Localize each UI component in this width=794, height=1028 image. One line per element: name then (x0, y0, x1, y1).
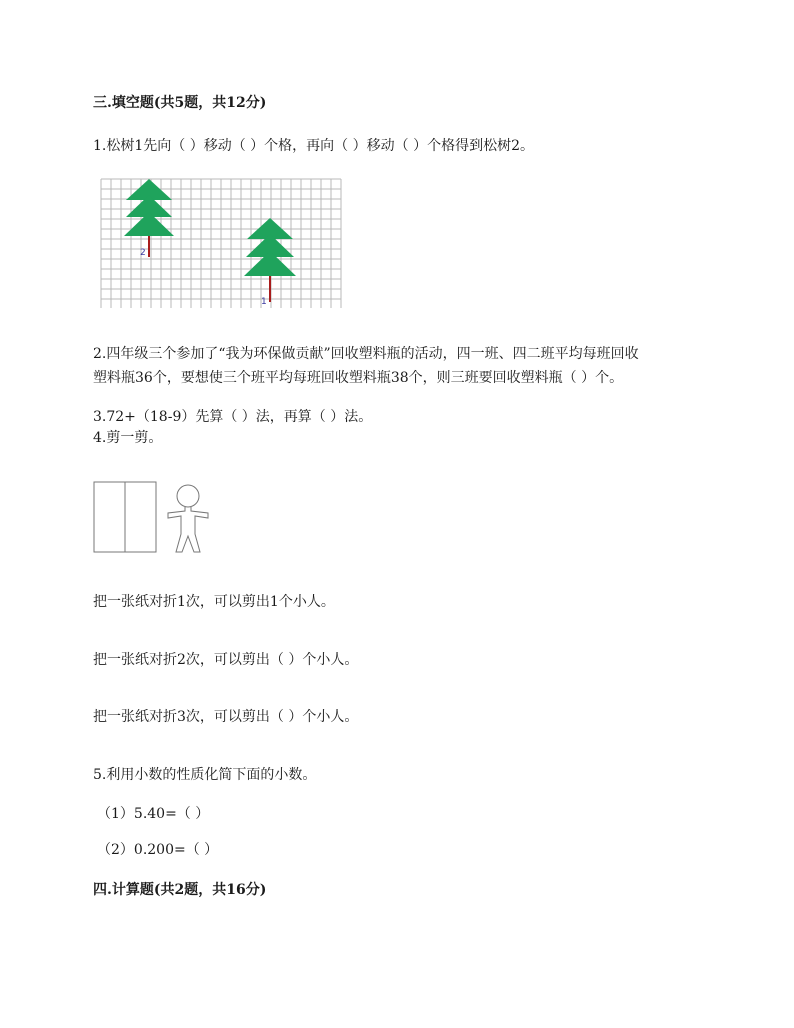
folded-paper (94, 482, 156, 552)
section3-heading: 三.填空题(共5题，共12分) (93, 95, 267, 111)
tree1-label: 1 (261, 297, 267, 307)
q4-line3: 把一张纸对折3次，可以剪出（ ）个小人。 (93, 709, 359, 725)
pine-tree-1 (244, 218, 296, 307)
tree2-trunk (148, 233, 150, 257)
q5-title: 5.利用小数的性质化简下面的小数。 (93, 767, 317, 783)
pine-tree-grid-figure (100, 178, 344, 308)
section4-heading: 四.计算题(共2题，共16分) (93, 882, 267, 898)
q5-item2: （2）0.200=（ ） (97, 842, 219, 858)
q2-line2: 塑料瓶36个，要想使三个班平均每班回收塑料瓶38个，则三班要回收塑料瓶（ ）个。 (93, 370, 624, 386)
q3-text: 3.72+（18-9）先算（ ）法，再算（ ）法。 (93, 409, 373, 425)
q4-line2: 把一张纸对折2次，可以剪出（ ）个小人。 (93, 652, 359, 668)
q2-line1: 2.四年级三个参加了“我为环保做贡献”回收塑料瓶的活动，四一班、四二班平均每班回收 (93, 346, 639, 362)
paper-cutting-figure (92, 480, 222, 556)
q1-text: 1.松树1先向（ ）移动（ ）个格，再向（ ）移动（ ）个格得到松树2。 (93, 138, 534, 154)
q5-item1: （1）5.40=（ ） (97, 806, 210, 822)
q4-title: 4.剪一剪。 (93, 430, 163, 446)
paper-person (168, 485, 208, 552)
tree1-trunk (269, 273, 271, 302)
q4-line1: 把一张纸对折1次，可以剪出1个小人。 (93, 594, 335, 610)
tree2-label: 2 (140, 248, 146, 258)
